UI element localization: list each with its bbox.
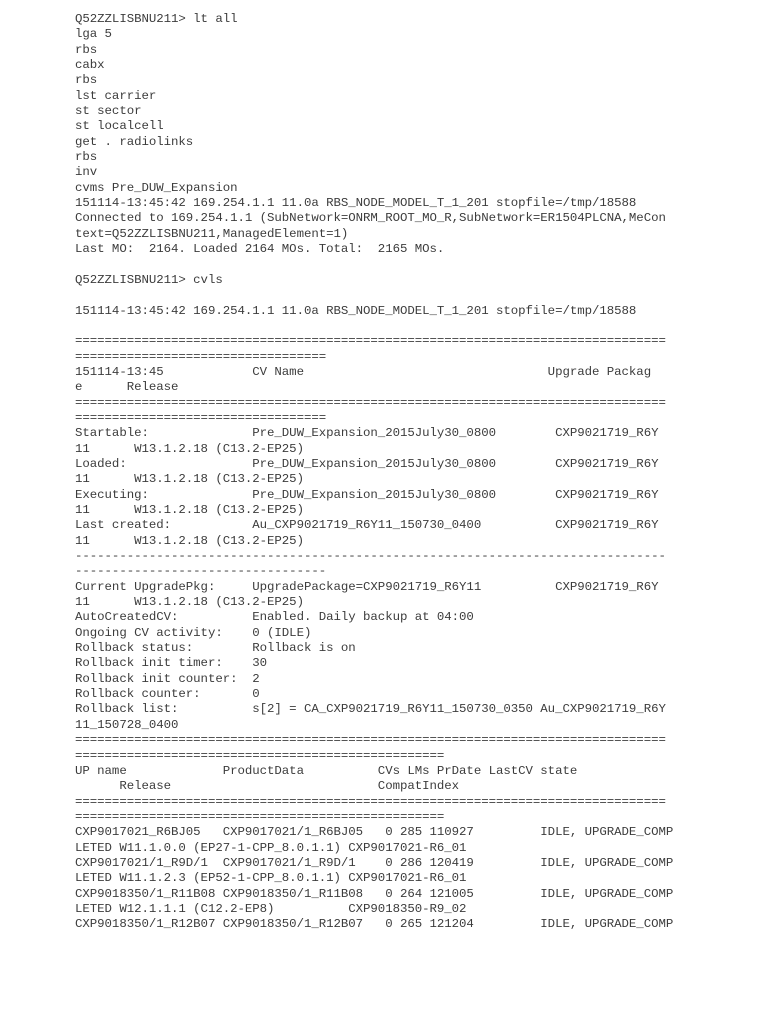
terminal-line: Rollback init timer: 30 [75,656,268,671]
terminal-line: ================================================================================ [75,794,666,809]
terminal-line: ================================== [75,410,327,425]
terminal-line: rbs [75,42,98,57]
terminal-line: Executing: Pre_DUW_Expansion_2015July30_0800 CXP9021719_R6Y [75,487,659,502]
terminal-line: Q52ZZLISBNU211> lt all [75,12,238,26]
terminal-line: Last created: Au_CXP9021719_R6Y11_150730_0400 CXP9021719_R6Y [75,518,659,533]
terminal-line: st sector [75,104,142,119]
terminal-line: Current UpgradePkg: UpgradePackage=CXP9021719_R6Y11 CXP9021719_R6Y [75,579,659,594]
terminal-line: 11 W13.1.2.18 (C13.2-EP25) [75,503,304,517]
terminal-line [75,288,755,303]
terminal-line: cabx [75,58,105,73]
terminal-line: CXP9017021/1_R9D/1 CXP9017021/1_R9D/1 0 286 120419 IDLE, UPGRADE_COMP [75,855,674,870]
terminal-line: CXP9018350/1_R11B08 CXP9018350/1_R11B08 0 264 121005 IDLE, UPGRADE_COMP [75,886,674,901]
terminal-line: ---------------------------------- [75,564,327,579]
terminal-line: CXP9017021_R6BJ05 CXP9017021/1_R6BJ05 0 285 110927 IDLE, UPGRADE_COMP [75,825,674,840]
terminal-line: lst carrier [75,88,157,103]
terminal-line: st localcell [75,119,164,134]
terminal-line: 11 W13.1.2.18 (C13.2-EP25) [75,595,304,610]
terminal-line: 11 W13.1.2.18 (C13.2-EP25) [75,472,304,487]
terminal-line: lga 5 [75,27,112,42]
terminal-line: 151114-13:45 CV Name Upgrade Packag [75,364,652,379]
terminal-line: CXP9018350/1_R12B07 CXP9018350/1_R12B07 0 265 121204 IDLE, UPGRADE_COMP [75,917,674,932]
terminal-line [75,319,755,334]
terminal-line: rbs [75,73,98,88]
terminal-line: Q52ZZLISBNU211> cvls [75,272,223,287]
terminal-line: Loaded: Pre_DUW_Expansion_2015July30_0800 CXP9021719_R6Y [75,456,659,471]
terminal-line: -------------------------------------------------------------------------------- [75,549,666,564]
terminal-line: LETED W11.1.0.0 (EP27-1-CPP_8.0.1.1) CXP9017021-R6_01 [75,840,467,855]
terminal-line: Rollback list: s[2] = CA_CXP9021719_R6Y11_150730_0350 Au_CXP9021719_R6Y [75,702,666,717]
terminal-line: Release CompatIndex [75,779,460,794]
terminal-line: rbs [75,150,98,165]
terminal-line: Rollback counter: 0 [75,687,260,702]
terminal-line: AutoCreatedCV: Enabled. Daily backup at 04:00 [75,610,474,625]
terminal-line: Connected to 169.254.1.1 (SubNetwork=ONRM_ROOT_MO_R,SubNetwork=ER1504PLCNA,MeCon [75,211,666,226]
terminal-line: Last MO: 2164. Loaded 2164 MOs. Total: 2165 MOs. [75,242,445,257]
terminal-line: ================================== [75,349,327,364]
terminal-line: ================================================== [75,748,445,763]
terminal-line [75,258,755,273]
terminal-line: text=Q52ZZLISBNU211,ManagedElement=1) [75,226,349,241]
terminal-line: ================================================== [75,809,445,824]
terminal-line: Rollback status: Rollback is on [75,641,356,656]
terminal-line: UP name ProductData CVs LMs PrDate LastCV state [75,763,578,778]
terminal-line: ================================================================================ [75,334,666,349]
terminal-line: 11 W13.1.2.18 (C13.2-EP25) [75,533,304,548]
terminal-line: get . radiolinks [75,134,194,149]
terminal-line: 11 W13.1.2.18 (C13.2-EP25) [75,441,304,456]
terminal-line: e Release [75,380,179,395]
terminal-output [75,12,755,933]
terminal-line: cvms Pre_DUW_Expansion [75,180,238,195]
terminal-line: LETED W11.1.2.3 (EP52-1-CPP_8.0.1.1) CXP9017021-R6_01 [75,871,467,886]
terminal-line: Rollback init counter: 2 [75,671,260,686]
terminal-line: ================================================================================ [75,395,666,410]
terminal-line: ================================================================================ [75,733,666,748]
terminal-line: Ongoing CV activity: 0 (IDLE) [75,625,312,640]
terminal-line: 151114-13:45:42 169.254.1.1 11.0a RBS_NODE_MODEL_T_1_201 stopfile=/tmp/18588 [75,303,637,318]
terminal-line: LETED W12.1.1.1 (C12.2-EP8) CXP9018350-R9_02 [75,901,467,916]
terminal-line: inv [75,165,98,180]
terminal-line: Startable: Pre_DUW_Expansion_2015July30_0800 CXP9021719_R6Y [75,426,659,441]
terminal-line: 11_150728_0400 [75,717,179,732]
terminal-line: 151114-13:45:42 169.254.1.1 11.0a RBS_NODE_MODEL_T_1_201 stopfile=/tmp/18588 [75,196,637,211]
